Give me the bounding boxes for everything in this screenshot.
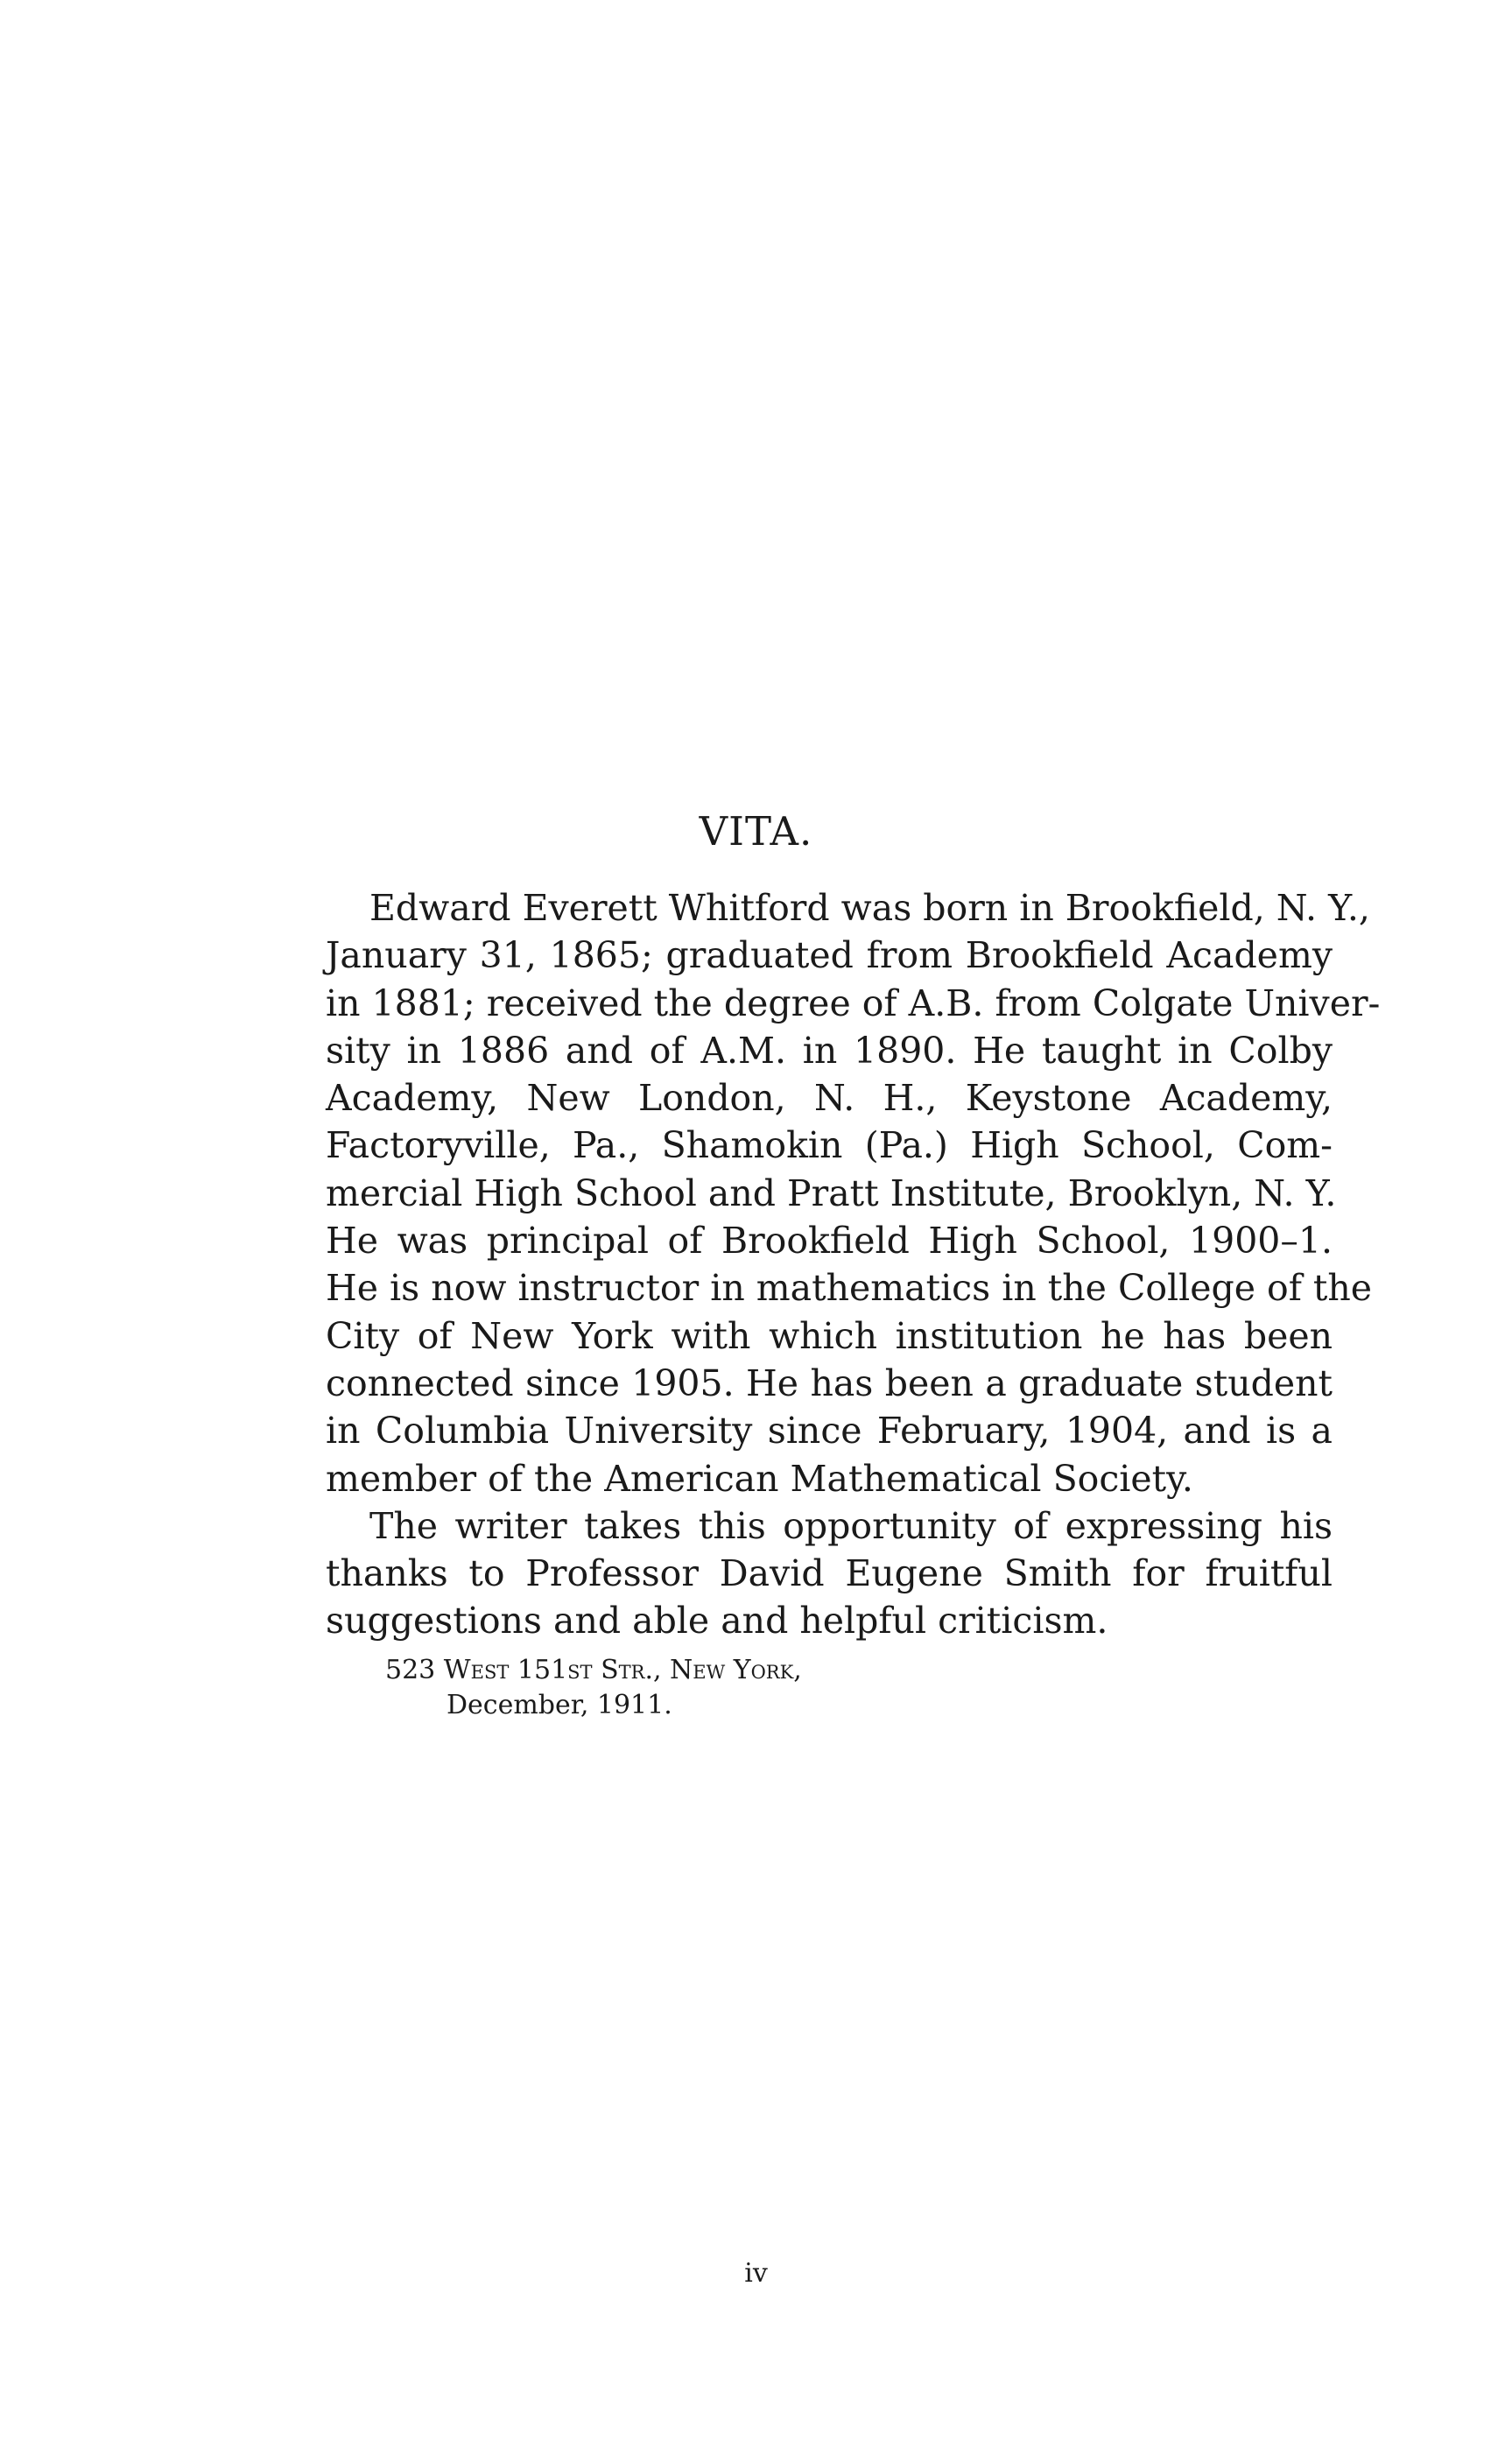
text-line: in Columbia University since February, 1904, and is a: [326, 1410, 1333, 1453]
text-line: He was principal of Brookfield High School, 1900–1.: [326, 1220, 1333, 1263]
text-line: connected since 1905. He has been a graduate student: [326, 1361, 1333, 1404]
signature-block: [385, 1653, 802, 1723]
text-line: sity in 1886 and of A.M. in 1890. He taught in Colby: [326, 1029, 1333, 1072]
text-line: suggestions and able and helpful criticism.: [326, 1600, 1108, 1643]
text-line: The writer takes this opportunity of expressing his: [369, 1504, 1333, 1547]
text-line: Edward Everett Whitford was born in Brookfield, N. Y.,: [369, 887, 1370, 929]
text-line: He is now instructor in mathematics in the College of the: [326, 1267, 1373, 1310]
text-line: City of New York with which institution he has been: [326, 1314, 1333, 1357]
text-line: mercial High School and Pratt Institute, Brooklyn, N. Y.: [326, 1171, 1337, 1214]
address-line: 523 West 151st Str., New York,: [385, 1655, 802, 1685]
paragraph-biography: [326, 884, 1381, 1502]
page-number: iv: [744, 2258, 768, 2289]
page-title: VITA.: [699, 808, 813, 855]
text-line: Factoryville, Pa., Shamokin (Pa.) High School, Com-: [326, 1124, 1333, 1167]
text-line: Academy, New London, N. H., Keystone Academy,: [326, 1077, 1333, 1120]
date-line: December, 1911.: [447, 1690, 672, 1720]
text-line: thanks to Professor David Eugene Smith for fruitful: [326, 1552, 1333, 1595]
text-line: in 1881; received the degree of A.B. from Colgate Univer-: [326, 981, 1381, 1024]
text-line: member of the American Mathematical Society.: [326, 1457, 1193, 1500]
vita-text: [326, 884, 1381, 1645]
paragraph-acknowledgement: [326, 1502, 1333, 1645]
text-line: January 31, 1865; graduated from Brookfield Academy: [326, 934, 1333, 977]
